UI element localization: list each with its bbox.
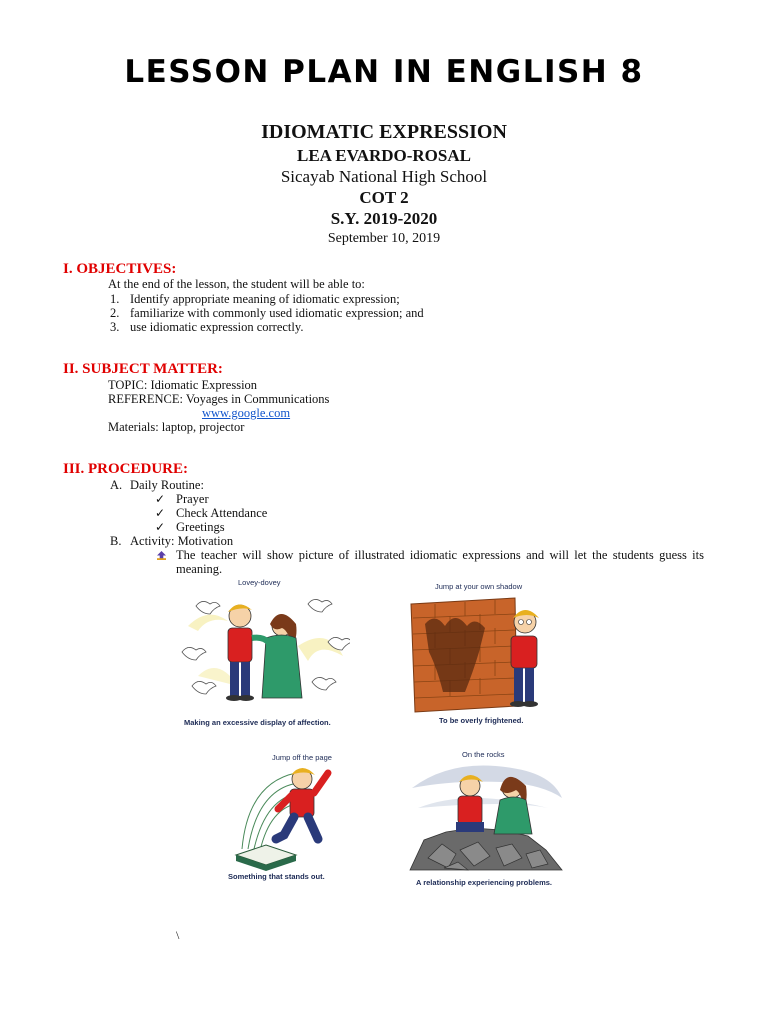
arrow-bullet-icon: [157, 551, 166, 560]
objective-number: 2.: [110, 306, 120, 320]
illustration-on-the-rocks: [408, 750, 566, 890]
illustration-jump-at-shadow: [405, 582, 565, 728]
author-name: LEA EVARDO-ROSAL: [297, 146, 471, 165]
check-icon: ✓: [155, 520, 166, 534]
jump-at-shadow-image: [405, 594, 555, 714]
check-icon: ✓: [155, 492, 166, 506]
idiom-title: Jump at your own shadow: [435, 582, 523, 591]
routine-item: Check Attendance: [176, 506, 268, 520]
idiom-meaning: Making an excessive display of affection.: [184, 718, 331, 727]
reference-link[interactable]: www.google.com: [202, 406, 291, 420]
daily-routine-label: Daily Routine:: [130, 478, 204, 492]
lesson-topic: IDIOMATIC EXPRESSION: [261, 121, 507, 143]
procedure-b-label: B.: [110, 534, 122, 548]
subject-materials: Materials: laptop, projector: [108, 420, 245, 434]
objective-number: 1.: [110, 292, 120, 306]
jump-off-page-image: [228, 759, 348, 871]
cot-label: COT 2: [359, 188, 409, 207]
objective-item: familiarize with commonly used idiomatic expression; and: [130, 306, 424, 320]
idiom-meaning: Something that stands out.: [228, 872, 325, 881]
objective-number: 3.: [110, 320, 120, 334]
activity-description: The teacher will show picture of illustrated idiomatic expressions and will let the students guess its meaning.: [176, 548, 704, 576]
lovey-dovey-image: [178, 586, 350, 720]
subject-reference: REFERENCE: Voyages in Communications: [108, 392, 330, 406]
illustration-jump-off-page: [228, 753, 348, 883]
idiom-title: Lovey-dovey: [238, 578, 281, 587]
idiom-title: On the rocks: [462, 750, 505, 759]
stray-mark: \: [176, 928, 180, 942]
activity-label: Activity: Motivation: [130, 534, 234, 548]
subject-matter-heading: II. SUBJECT MATTER:: [63, 361, 223, 377]
objective-item: use idiomatic expression correctly.: [130, 320, 304, 334]
lesson-date: September 10, 2019: [327, 231, 441, 246]
idiom-title: Jump off the page: [272, 753, 332, 762]
subject-topic: TOPIC: Idiomatic Expression: [108, 378, 258, 392]
objectives-heading: I. OBJECTIVES:: [63, 261, 177, 277]
school-name: Sicayab National High School: [280, 167, 488, 186]
illustration-lovey-dovey: [178, 578, 350, 730]
on-the-rocks-image: [408, 758, 566, 878]
idiom-meaning: To be overly frightened.: [439, 716, 524, 725]
objectives-intro: At the end of the lesson, the student will be able to:: [108, 277, 365, 291]
document-title: LESSON PLAN IN ENGLISH 8: [124, 54, 644, 90]
check-icon: ✓: [155, 506, 166, 520]
routine-item: Prayer: [176, 492, 209, 506]
lesson-header: [0, 120, 768, 248]
procedure-a-label: A.: [110, 478, 123, 492]
objective-item: Identify appropriate meaning of idiomatic expression;: [130, 292, 400, 306]
routine-item: Greetings: [176, 520, 225, 534]
school-year: S.Y. 2019-2020: [330, 209, 438, 228]
procedure-heading: III. PROCEDURE:: [63, 461, 189, 477]
idiom-meaning: A relationship experiencing problems.: [416, 878, 553, 887]
